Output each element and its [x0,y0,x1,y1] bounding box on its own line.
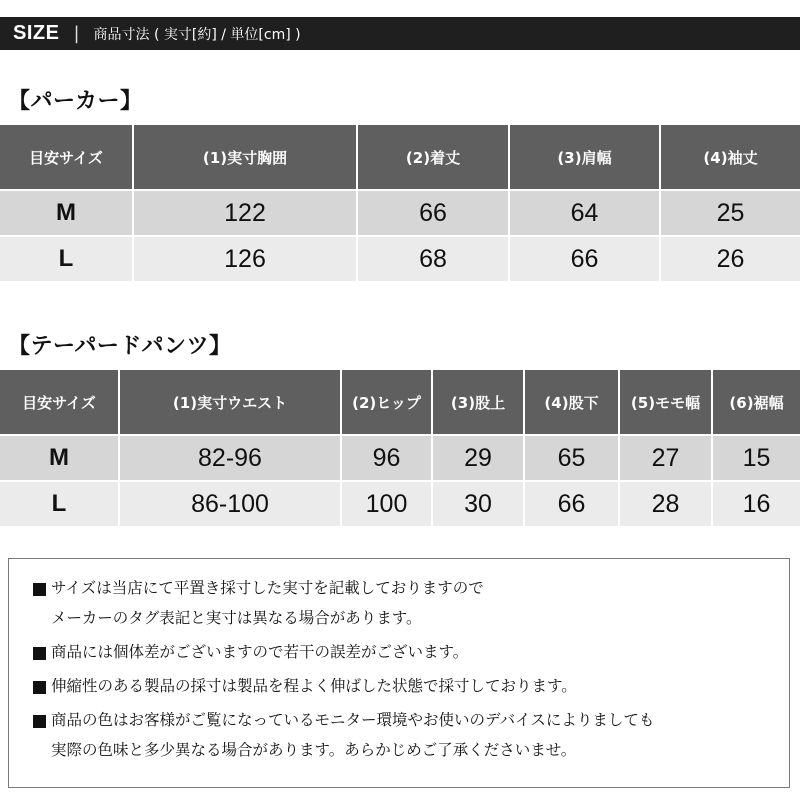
table-cell: 27 [620,434,713,480]
table-cell: 66 [358,189,510,235]
table-header-row [0,370,800,434]
size-label-cell: M [0,189,134,235]
note-item [33,573,789,633]
note-item [33,637,789,667]
table-cell: 122 [134,189,358,235]
square-bullet-icon [33,681,46,694]
size-label-cell: L [0,235,134,281]
square-bullet-icon [33,647,46,660]
table-cell: 30 [433,480,525,526]
pants-size-table [0,370,800,526]
note-line: メーカーのタグ表記と実寸は異なる場合があります。 [51,609,422,627]
table-cell: 82-96 [120,434,342,480]
column-header: (5)モモ幅 [620,370,713,434]
column-header: 目安サイズ [0,370,120,434]
note-line: 実際の色味と多少異なる場合があります。あらかじめご了承くださいませ。 [51,741,577,759]
note-item [33,705,789,765]
table-cell: 16 [713,480,800,526]
column-header: (1)実寸胸囲 [134,125,358,189]
table-header-row [0,125,800,189]
square-bullet-icon [33,715,46,728]
column-header: (3)股上 [433,370,525,434]
table-cell: 28 [620,480,713,526]
column-header: (2)着丈 [358,125,510,189]
notes-box [8,558,790,788]
table-cell: 86-100 [120,480,342,526]
size-label-cell: M [0,434,120,480]
table-cell: 100 [342,480,433,526]
table-row [0,189,800,235]
table-cell: 15 [713,434,800,480]
header-separator: | [73,23,80,44]
column-header: (4)袖丈 [661,125,800,189]
column-header: (3)肩幅 [510,125,661,189]
table-cell: 29 [433,434,525,480]
column-header: (6)裾幅 [713,370,800,434]
table-cell: 68 [358,235,510,281]
column-header: (2)ヒップ [342,370,433,434]
table-cell: 25 [661,189,800,235]
table-cell: 26 [661,235,800,281]
table-cell: 66 [525,480,620,526]
table-cell: 65 [525,434,620,480]
header-subtitle: 商品寸法 ( 実寸[約] / 単位[cm] ) [93,26,301,43]
table-row [0,235,800,281]
hoodie-section-title: 【パーカー】 [8,89,143,114]
note-item [33,671,789,701]
note-line: 伸縮性のある製品の採寸は製品を程よく伸ばした状態で採寸しております。 [51,677,577,695]
table-cell: 126 [134,235,358,281]
column-header: (1)実寸ウエスト [120,370,342,434]
table-cell: 96 [342,434,433,480]
table-row [0,434,800,480]
note-line: 商品の色はお客様がご覧になっているモニター環境やお使いのデバイスによりましても [51,711,655,729]
table-cell: 64 [510,189,661,235]
pants-section-title: 【テーパードパンツ】 [8,334,232,359]
note-line: 商品には個体差がございますので若干の誤差がございます。 [51,643,469,661]
size-label-cell: L [0,480,120,526]
square-bullet-icon [33,583,46,596]
size-label: SIZE [13,22,60,44]
column-header: (4)股下 [525,370,620,434]
table-row [0,480,800,526]
size-header-bar [0,17,800,50]
hoodie-size-table [0,125,800,281]
column-header: 目安サイズ [0,125,134,189]
note-line: サイズは当店にて平置き採寸した実寸を記載しておりますので [51,579,484,597]
table-cell: 66 [510,235,661,281]
